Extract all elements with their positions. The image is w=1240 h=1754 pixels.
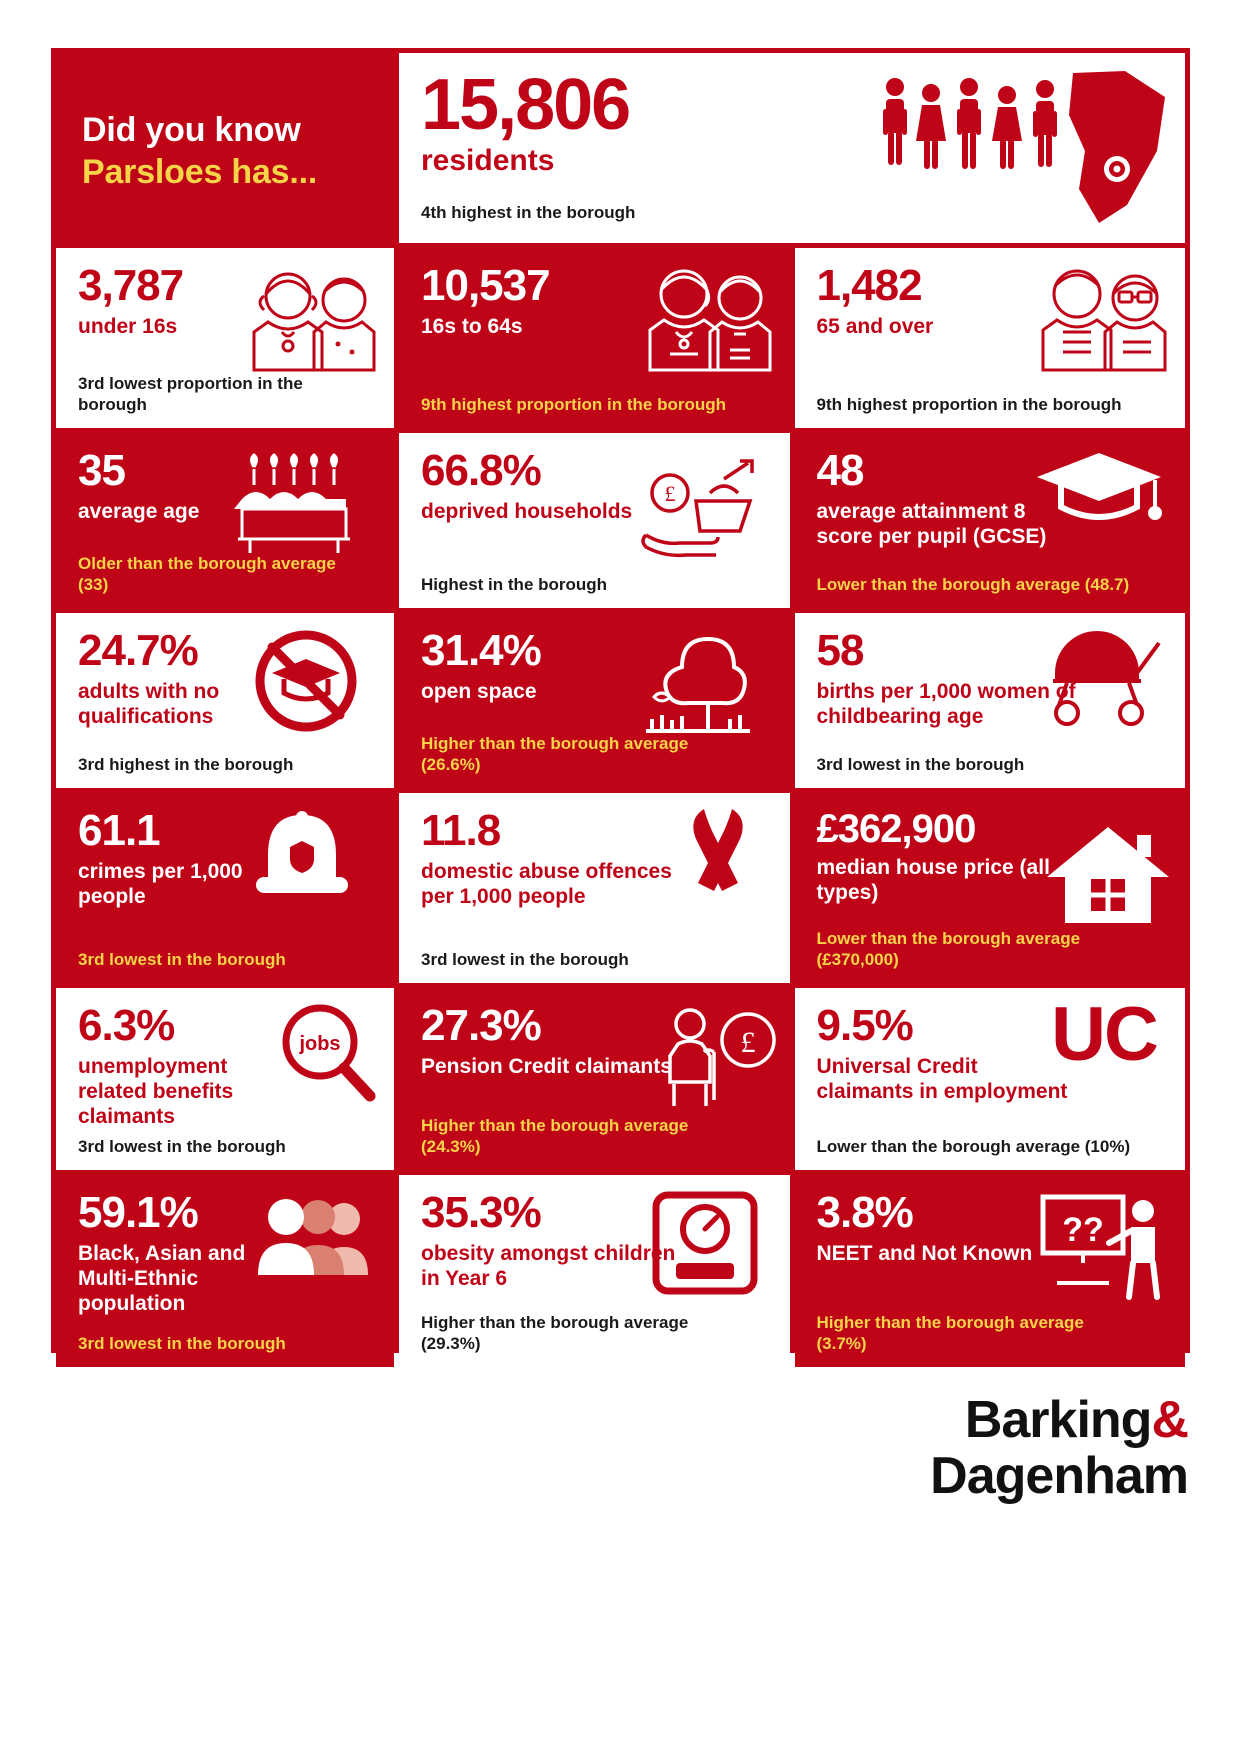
stat-card-average-age — [56, 433, 394, 608]
stat-card-bame-population — [56, 1175, 394, 1367]
stat-value: 9.5% — [816, 1001, 913, 1050]
stat-value: 59.1% — [78, 1188, 198, 1237]
stat-label: obesity amongst children in Year 6 — [421, 1242, 676, 1290]
stat-note: 9th highest proportion in the borough — [816, 394, 1122, 414]
stat-value: 3,787 — [78, 261, 184, 310]
stat-label: open space — [421, 680, 537, 703]
stat-value: 27.3% — [421, 1001, 541, 1050]
stat-label: residents — [421, 144, 555, 177]
stat-label: average age — [78, 500, 200, 523]
stat-value: 11.8 — [421, 806, 501, 855]
stat-card-65-and-over — [795, 248, 1186, 428]
stat-label: Black, Asian and Multi-Ethnic population — [78, 1242, 246, 1315]
stat-note: Lower than the borough average (10%) — [816, 1136, 1131, 1156]
stat-value: 35.3% — [421, 1188, 541, 1237]
stat-note: 3rd lowest in the borough — [78, 1333, 286, 1353]
stat-label: median house price (all types) — [816, 856, 1050, 904]
stat-note: Higher than the borough average (3.7%) — [816, 1313, 1084, 1353]
stat-card-child-obesity — [399, 1175, 790, 1367]
headline-block — [56, 53, 394, 243]
stat-label: crimes per 1,000 people — [78, 860, 243, 908]
stat-value: 3.8% — [816, 1188, 913, 1237]
stat-value: £362,900 — [816, 807, 976, 851]
stat-label: births per 1,000 women of childbearing age — [816, 680, 1076, 728]
stat-value: 61.1 — [78, 806, 160, 855]
stat-card-residents — [399, 53, 1185, 243]
stat-label: average attainment 8 score per pupil (GCSE) — [816, 500, 1047, 548]
stat-card-under-16s — [56, 248, 394, 428]
stat-note: Highest in the borough — [421, 574, 608, 594]
stat-value: 1,482 — [816, 261, 922, 310]
stat-note: Older than the borough average (33) — [78, 554, 336, 594]
council-logo — [930, 1392, 1188, 1504]
stat-label: under 16s — [78, 315, 178, 338]
stat-card-average-attainment — [795, 433, 1186, 608]
stat-label: Universal Credit claimants in employment — [816, 1055, 1068, 1103]
stat-label: Pension Credit claimants — [421, 1055, 672, 1078]
stat-card-no-qualifications — [56, 613, 394, 788]
logo-ampersand: & — [1151, 1391, 1188, 1449]
stat-card-domestic-abuse — [399, 793, 790, 983]
headline-line-2: Parsloes has... — [82, 153, 318, 191]
stat-card-births — [795, 613, 1186, 788]
stat-label: domestic abuse offences per 1,000 people — [421, 860, 672, 908]
stat-card-crimes — [56, 793, 394, 983]
stats-grid — [51, 48, 1190, 1353]
stat-note: 4th highest in the borough — [421, 202, 636, 222]
stat-note: 9th highest proportion in the borough — [421, 394, 727, 414]
headline-line-1: Did you know — [82, 110, 301, 149]
svg-text:UC: UC — [1051, 998, 1157, 1068]
stat-card-unemployment-benefits — [56, 988, 394, 1170]
stat-label: 65 and over — [816, 315, 934, 338]
stat-note: Lower than the borough average (48.7) — [816, 574, 1130, 594]
stat-note: 3rd lowest in the borough — [816, 754, 1025, 774]
stat-value: 10,537 — [421, 261, 550, 310]
stat-label: unemployment related benefits claimants — [78, 1055, 234, 1128]
stat-note: 3rd lowest in the borough — [78, 1136, 286, 1156]
stat-value: 35 — [78, 446, 125, 495]
stat-note: Lower than the borough average (£370,000) — [816, 929, 1081, 969]
stat-note: Higher than the borough average (24.3%) — [421, 1116, 689, 1156]
svg-text:jobs: jobs — [299, 1033, 341, 1055]
stat-value: 6.3% — [78, 1001, 175, 1050]
svg-text:£: £ — [740, 1026, 755, 1059]
stat-value: 24.7% — [78, 626, 198, 675]
svg-text:£: £ — [664, 481, 675, 506]
awareness-ribbon-icon — [678, 803, 774, 923]
stat-card-open-space — [399, 613, 790, 788]
stat-label: adults with no qualifications — [78, 680, 220, 728]
stat-note: 3rd lowest in the borough — [78, 949, 286, 969]
stat-card-median-house-price — [795, 793, 1186, 983]
stat-card-neet — [795, 1175, 1186, 1367]
stat-value: 31.4% — [421, 626, 541, 675]
stat-value: 48 — [816, 446, 864, 495]
stat-card-pension-credit — [399, 988, 790, 1170]
stat-value: 58 — [816, 626, 864, 675]
stat-card-universal-credit — [795, 988, 1186, 1170]
stat-note: 3rd lowest in the borough — [421, 949, 629, 969]
stat-label: 16s to 64s — [421, 315, 523, 338]
stat-note: Higher than the borough average (26.6%) — [421, 734, 689, 774]
stat-card-deprived-households — [399, 433, 790, 608]
stat-label: deprived households — [421, 500, 633, 523]
stat-note: 3rd lowest proportion in the borough — [78, 374, 303, 414]
stat-card-16-to-64 — [399, 248, 790, 428]
stat-value: 66.8% — [421, 446, 541, 495]
stat-note: Higher than the borough average (29.3%) — [421, 1313, 689, 1353]
stat-note: 3rd highest in the borough — [78, 754, 294, 774]
stat-value: 15,806 — [421, 65, 630, 145]
logo-line-1: Barking — [964, 1391, 1152, 1449]
logo-line-2: Dagenham — [930, 1447, 1188, 1506]
svg-text:??: ?? — [1062, 1211, 1104, 1249]
stat-label: NEET and Not Known — [816, 1242, 1033, 1265]
